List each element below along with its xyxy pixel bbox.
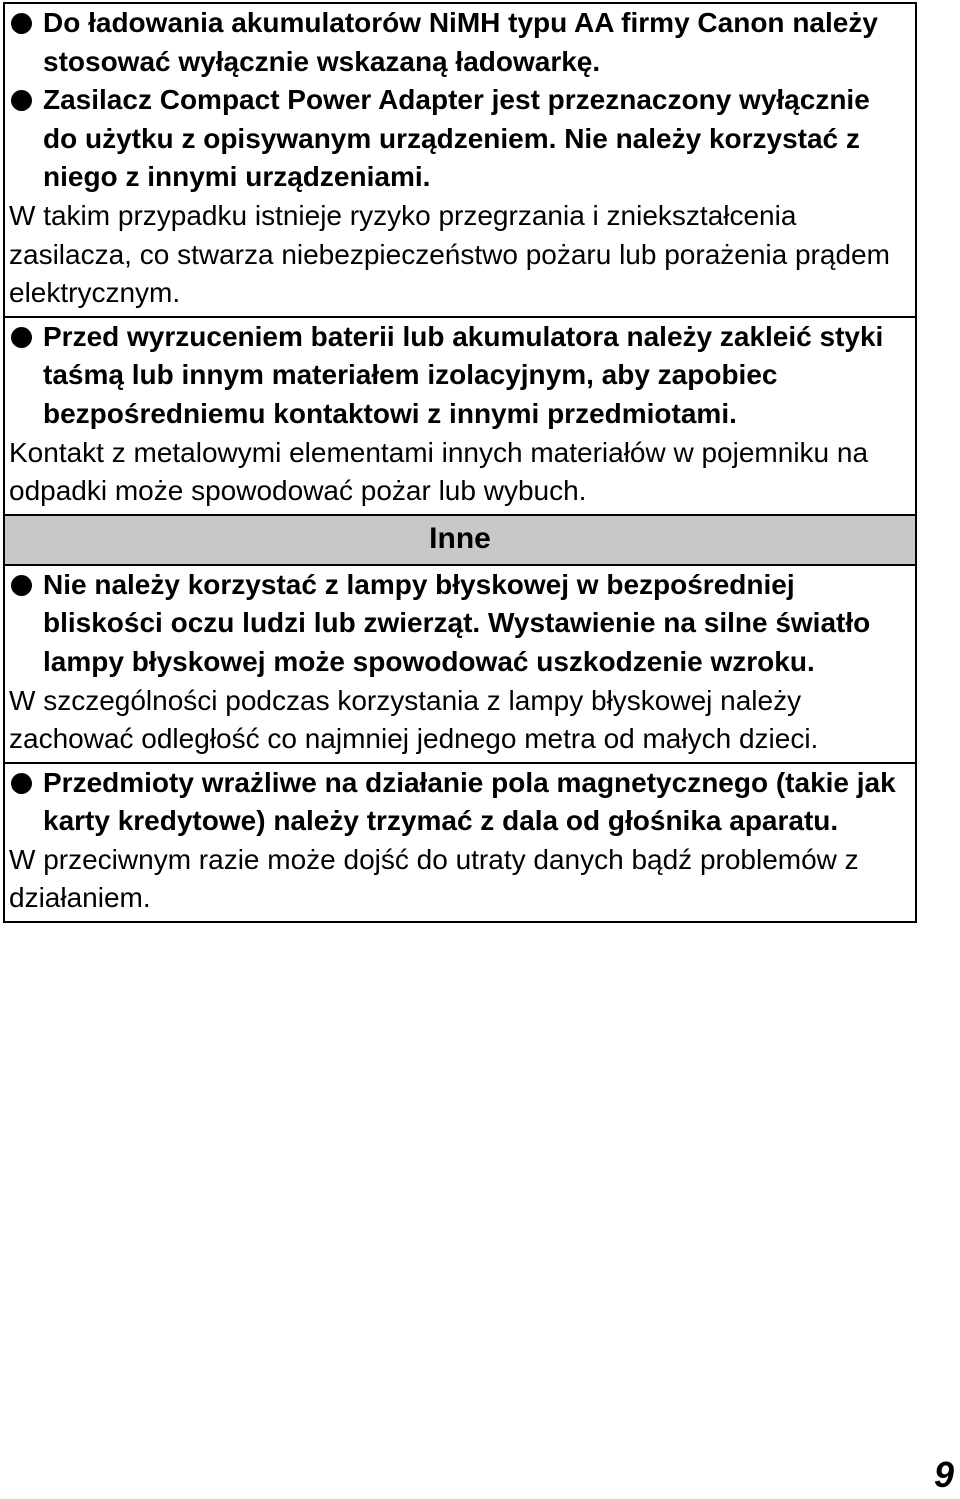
bullet-dot-icon bbox=[11, 90, 32, 111]
explanation-text: W przeciwnym razie może dojść do utraty danych bądź problemów z działaniem. bbox=[9, 843, 859, 914]
bullet-item bbox=[9, 81, 911, 197]
bullet-item bbox=[9, 764, 911, 841]
explanation-text: W takim przypadku istnieje ryzyko przegrzania i zniekształcenia zasilacza, co stwarza niebezpieczeństwo pożaru lub porażenia prądem elektrycznym. bbox=[9, 199, 890, 309]
bullet-dot-icon bbox=[11, 575, 32, 596]
section-title-other: Inne bbox=[5, 516, 915, 566]
explanation-text: Kontakt z metalowymi elementami innych materiałów w pojemniku na odpadki może spowodować pożar lub wybuch. bbox=[9, 436, 869, 507]
bullet-dot-icon bbox=[11, 13, 32, 34]
bullet-text: Zasilacz Compact Power Adapter jest przeznaczony wyłącznie do użytku z opisywanym urządzeniem. Nie należy korzystać z niego z innymi urządzeniami. bbox=[43, 84, 870, 193]
bullet-text: Przed wyrzuceniem baterii lub akumulatora należy zakleić styki taśmą lub innym materiałem izolacyjnym, aby zapobiec bezpośredniemu kontaktowi z innymi przedmiotami. bbox=[43, 320, 884, 429]
bullet-text: Do ładowania akumulatorów NiMH typu AA firmy Canon należy stosować wyłącznie wskazaną ładowarkę. bbox=[43, 7, 878, 77]
precaution-block-flash bbox=[5, 566, 915, 764]
precaution-block-battery-disposal bbox=[5, 318, 915, 516]
page-number: 9 bbox=[933, 1454, 954, 1495]
bullet-text: Nie należy korzystać z lampy błyskowej w bezpośredniej bliskości oczu ludzi lub zwierząt. Wystawienie na silne światło lampy błyskowej może spowodować uszkodzenie wzroku. bbox=[43, 568, 871, 677]
bullet-text: Przedmioty wrażliwe na działanie pola magnetycznego (takie jak karty kredytowe) należy trzymać z dala od głośnika aparatu. bbox=[43, 766, 896, 837]
safety-precautions-frame bbox=[3, 2, 917, 923]
precaution-block-magnetic bbox=[5, 764, 915, 923]
bullet-dot-icon bbox=[11, 773, 32, 794]
precaution-block-charger bbox=[5, 4, 915, 318]
bullet-dot-icon bbox=[11, 327, 32, 348]
bullet-item bbox=[9, 318, 911, 434]
bullet-item bbox=[9, 4, 911, 81]
bullet-item bbox=[9, 566, 911, 682]
explanation-text: W szczególności podczas korzystania z lampy błyskowej należy zachować odległość co najmniej jednego metra od małych dzieci. bbox=[9, 684, 819, 755]
